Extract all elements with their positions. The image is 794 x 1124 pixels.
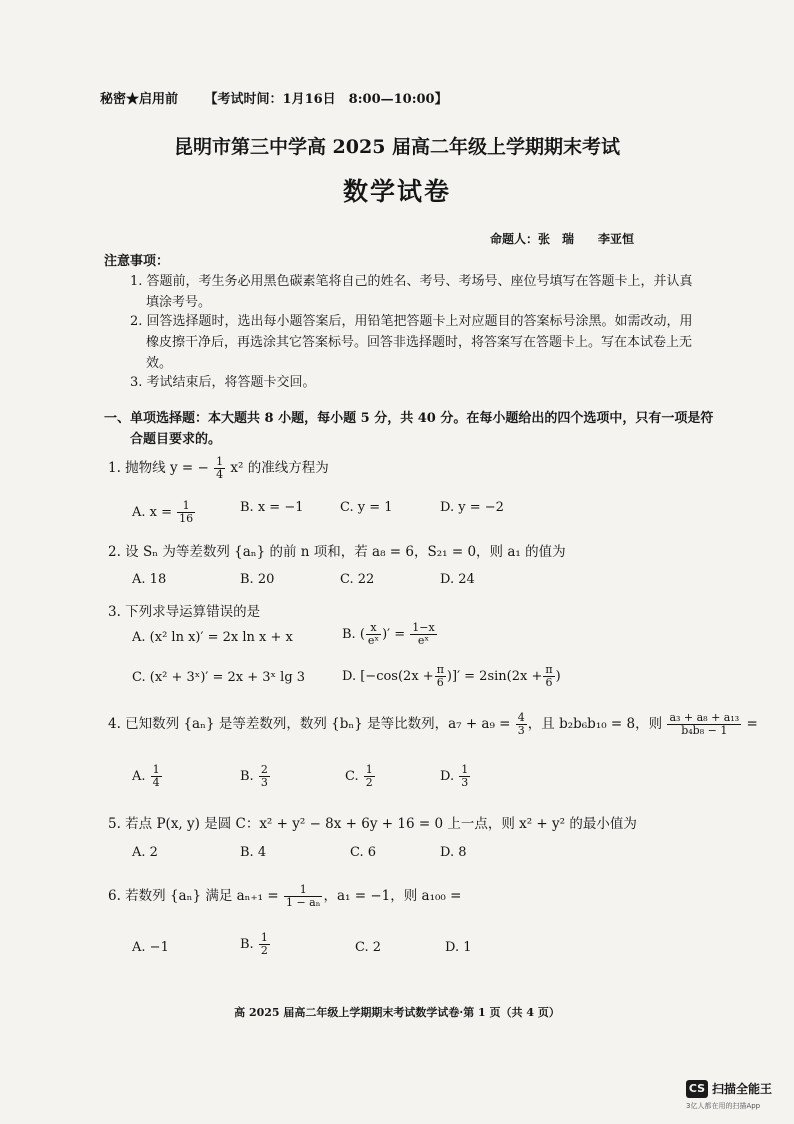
q4-c-label: C. — [345, 769, 359, 784]
q4-num: 4 — [517, 711, 525, 724]
q6-c-text: 2 — [372, 940, 382, 955]
q1-a-fraction — [177, 500, 195, 525]
q1-c-text: y = 1 — [357, 500, 393, 515]
q3-option-a — [132, 630, 293, 645]
q3-option-d — [342, 664, 561, 689]
q2-option-d — [440, 572, 475, 587]
q2-d-text: 24 — [458, 572, 475, 587]
q6-b-fraction — [259, 932, 270, 957]
q4-option-d — [440, 764, 471, 789]
q1-stem-pre: 1. 抛物线 y = − — [108, 460, 209, 476]
q3-b-num: x — [366, 622, 381, 635]
question-5-stem: 5. 若点 P(x, y) 是圆 C：x² + y² − 8x + 6y + 16 = 0 上一点，则 x² + y² 的最小值为 — [108, 816, 637, 832]
q1-option-d — [440, 500, 504, 515]
q6-b-den: 2 — [260, 944, 268, 957]
q4-stem-pre: 4. 已知数列 {aₙ} 是等差数列，数列 {bₙ} 是等比数列，a₇ + a₉ = — [108, 716, 511, 732]
question-6-stem — [108, 884, 461, 909]
q1-option-c — [340, 500, 393, 515]
q6-d-text: 1 — [463, 940, 472, 955]
q3-d-fraction-1 — [435, 664, 446, 689]
q4-a-label: A. — [132, 769, 146, 784]
q5-b-label: B. — [240, 845, 254, 860]
q3-d-label: D. — [342, 669, 357, 684]
q1-a-den: 16 — [179, 512, 194, 525]
q2-option-b — [240, 572, 274, 587]
q6-den: 1 − aₙ — [285, 896, 321, 909]
section-heading — [104, 408, 713, 450]
camscanner-logo-icon: CS — [686, 1080, 708, 1098]
q2-a-label: A. — [132, 572, 146, 587]
q4-option-b — [240, 764, 271, 789]
q4-den: 3 — [517, 724, 525, 737]
q2-b-text: 20 — [257, 572, 275, 587]
authors-line: 命题人：张 瑞 李亚恒 — [490, 232, 635, 246]
q4-num2: a₃ + a₈ + a₁₃ — [669, 711, 740, 724]
q1-a-num: 1 — [177, 500, 195, 513]
q3-d-den: 6 — [436, 676, 444, 689]
q6-d-label: D. — [445, 940, 460, 955]
q3-d-pre: [−cos(2x + — [360, 669, 434, 684]
q3-b-mid: )′ = — [382, 627, 406, 642]
q3-d-num: π — [436, 663, 444, 676]
q3-b-fraction-2 — [410, 622, 436, 647]
q4-option-c — [345, 764, 376, 789]
q2-c-label: C. — [340, 572, 354, 587]
q4-b-label: B. — [240, 769, 254, 784]
q4-fraction-2 — [667, 712, 741, 737]
q3-option-c — [132, 670, 305, 685]
q1-b-text: x = −1 — [257, 500, 304, 515]
q2-c-text: 22 — [357, 572, 375, 587]
q5-b-text: 4 — [257, 845, 267, 860]
q3-d-mid: )]′ = 2sin(2x + — [446, 669, 543, 684]
q6-c-label: C. — [355, 940, 369, 955]
q4-d-label: D. — [440, 769, 455, 784]
q1-option-b — [240, 500, 303, 515]
q4-b-fraction — [259, 764, 270, 789]
q1-d-label: D. — [440, 500, 455, 515]
q6-option-a — [132, 940, 169, 955]
q3-c-label: C. — [132, 670, 146, 685]
q2-b-label: B. — [240, 572, 254, 587]
q3-d-fraction-2 — [543, 664, 554, 689]
q5-c-label: C. — [350, 845, 364, 860]
q4-a-fraction — [151, 764, 162, 789]
q4-den2: b₄b₈ − 1 — [681, 724, 728, 737]
q5-option-a — [132, 845, 158, 860]
scanner-watermark — [686, 1078, 772, 1098]
q5-c-text: 6 — [367, 845, 377, 860]
secret-label: 秘密★启用前 — [100, 92, 179, 107]
q4-stem-post: = — [746, 716, 758, 732]
notice-line-4: 橡皮擦干净后，再选涂其它答案标号。回答非选择题时，将答案写在答题卡上。写在本试卷上无 — [146, 335, 693, 350]
q1-stem-post: x² 的准线方程为 — [230, 460, 329, 476]
q4-d-den: 3 — [461, 776, 469, 789]
question-1-stem — [108, 456, 329, 481]
watermark-tagline: 3亿人都在用的扫描App — [686, 1102, 761, 1110]
q4-b-num: 2 — [260, 763, 268, 776]
q3-b-label: B. — [342, 627, 356, 642]
exam-subtitle: 数学试卷 — [342, 177, 451, 206]
q4-fraction-1 — [516, 712, 527, 737]
exam-title: 昆明市第三中学高 2025 届高二年级上学期期末考试 — [173, 136, 621, 158]
notice-line-1: 1. 答题前，考生务必用黑色碳素笔将自己的姓名、考号、考场号、座位号填写在答题卡上，并认真 — [130, 274, 693, 289]
q1-option-a — [132, 500, 196, 525]
exam-time: 【考试时间：1月16日 8:00—10:00】 — [204, 92, 448, 107]
q3-b-den2: eˣ — [417, 634, 430, 647]
q4-d-fraction — [459, 764, 470, 789]
q6-option-d — [445, 940, 472, 955]
q2-d-label: D. — [440, 572, 455, 587]
page-footer: 高 2025 届高二年级上学期期末考试数学试卷·第 1 页（共 4 页） — [234, 1006, 560, 1019]
q3-b-num2: 1−x — [412, 621, 435, 634]
question-4-stem — [108, 712, 758, 737]
q3-d-num2: π — [545, 663, 553, 676]
q4-d-num: 1 — [461, 763, 469, 776]
q3-b-den: eˣ — [367, 634, 380, 647]
q1-a-label: A. — [132, 505, 146, 520]
q4-a-den: 4 — [152, 776, 160, 789]
q1-frac-num: 1 — [216, 455, 224, 468]
q3-option-b — [342, 622, 438, 647]
q4-c-den: 2 — [365, 776, 373, 789]
q1-b-label: B. — [240, 500, 254, 515]
q4-c-num: 1 — [365, 763, 373, 776]
q5-option-b — [240, 845, 266, 860]
q5-d-label: D. — [440, 845, 455, 860]
q6-num: 1 — [284, 884, 323, 897]
q4-stem-mid: ，且 b₂b₆b₁₀ = 8，则 — [527, 716, 663, 732]
q4-c-fraction — [364, 764, 375, 789]
q5-a-label: A. — [132, 845, 146, 860]
q6-b-label: B. — [240, 937, 254, 952]
notice-heading: 注意事项： — [104, 254, 170, 269]
notice-line-3: 2. 回答选择题时，选出每小题答案后，用铅笔把答题卡上对应题目的答案标号涂黑。如需改动，用 — [130, 314, 693, 329]
q5-option-c — [350, 845, 376, 860]
q3-d-post: ) — [555, 669, 561, 684]
section-heading-line-1: 一、单项选择题：本大题共 8 小题，每小题 5 分，共 40 分。在每小题给出的四个选项中，只有一项是符 — [104, 411, 714, 426]
q5-d-text: 8 — [458, 845, 467, 860]
q1-d-text: y = −2 — [458, 500, 504, 515]
q1-fraction — [214, 456, 225, 481]
notice-line-6: 3. 考试结束后，将答题卡交回。 — [130, 375, 316, 390]
q6-fraction — [284, 884, 323, 909]
q3-b-fraction-1 — [366, 622, 381, 647]
q3-b-pre: ( — [359, 627, 365, 642]
q5-option-d — [440, 845, 467, 860]
q6-option-b — [240, 932, 271, 957]
q4-a-num: 1 — [152, 763, 160, 776]
q1-frac-den: 4 — [216, 468, 224, 481]
q6-b-num: 1 — [260, 931, 268, 944]
q6-a-text: −1 — [149, 940, 169, 955]
q6-a-label: A. — [132, 940, 146, 955]
notice-line-5: 效。 — [146, 356, 173, 371]
q3-a-text: (x² ln x)′ = 2x ln x + x — [149, 630, 293, 645]
question-2-stem: 2. 设 Sₙ 为等差数列 {aₙ} 的前 n 项和，若 a₈ = 6，S₂₁ = 0，则 a₁ 的值为 — [108, 544, 566, 560]
q3-a-label: A. — [132, 630, 146, 645]
q3-d-den2: 6 — [545, 676, 553, 689]
q6-stem-pre: 6. 若数列 {aₙ} 满足 aₙ₊₁ = — [108, 888, 279, 904]
q4-b-den: 3 — [260, 776, 268, 789]
q5-a-text: 2 — [149, 845, 158, 860]
notice-line-2: 填涂考号。 — [146, 295, 212, 310]
q1-c-label: C. — [340, 500, 354, 515]
q2-option-a — [132, 572, 166, 587]
q3-c-text: (x² + 3ˣ)′ = 2x + 3ˣ lg 3 — [149, 670, 306, 685]
q1-a-pre: x = — [149, 505, 173, 520]
q2-a-text: 18 — [149, 572, 167, 587]
section-heading-line-2: 合题目要求的。 — [130, 432, 222, 447]
q2-option-c — [340, 572, 374, 587]
confidential-header — [100, 88, 448, 107]
q4-option-a — [132, 764, 163, 789]
q6-option-c — [355, 940, 381, 955]
question-3-stem: 3. 下列求导运算错误的是 — [108, 604, 261, 620]
q6-stem-post: ，a₁ = −1，则 a₁₀₀ = — [323, 888, 462, 904]
watermark-name: 扫描全能王 — [712, 1082, 773, 1096]
